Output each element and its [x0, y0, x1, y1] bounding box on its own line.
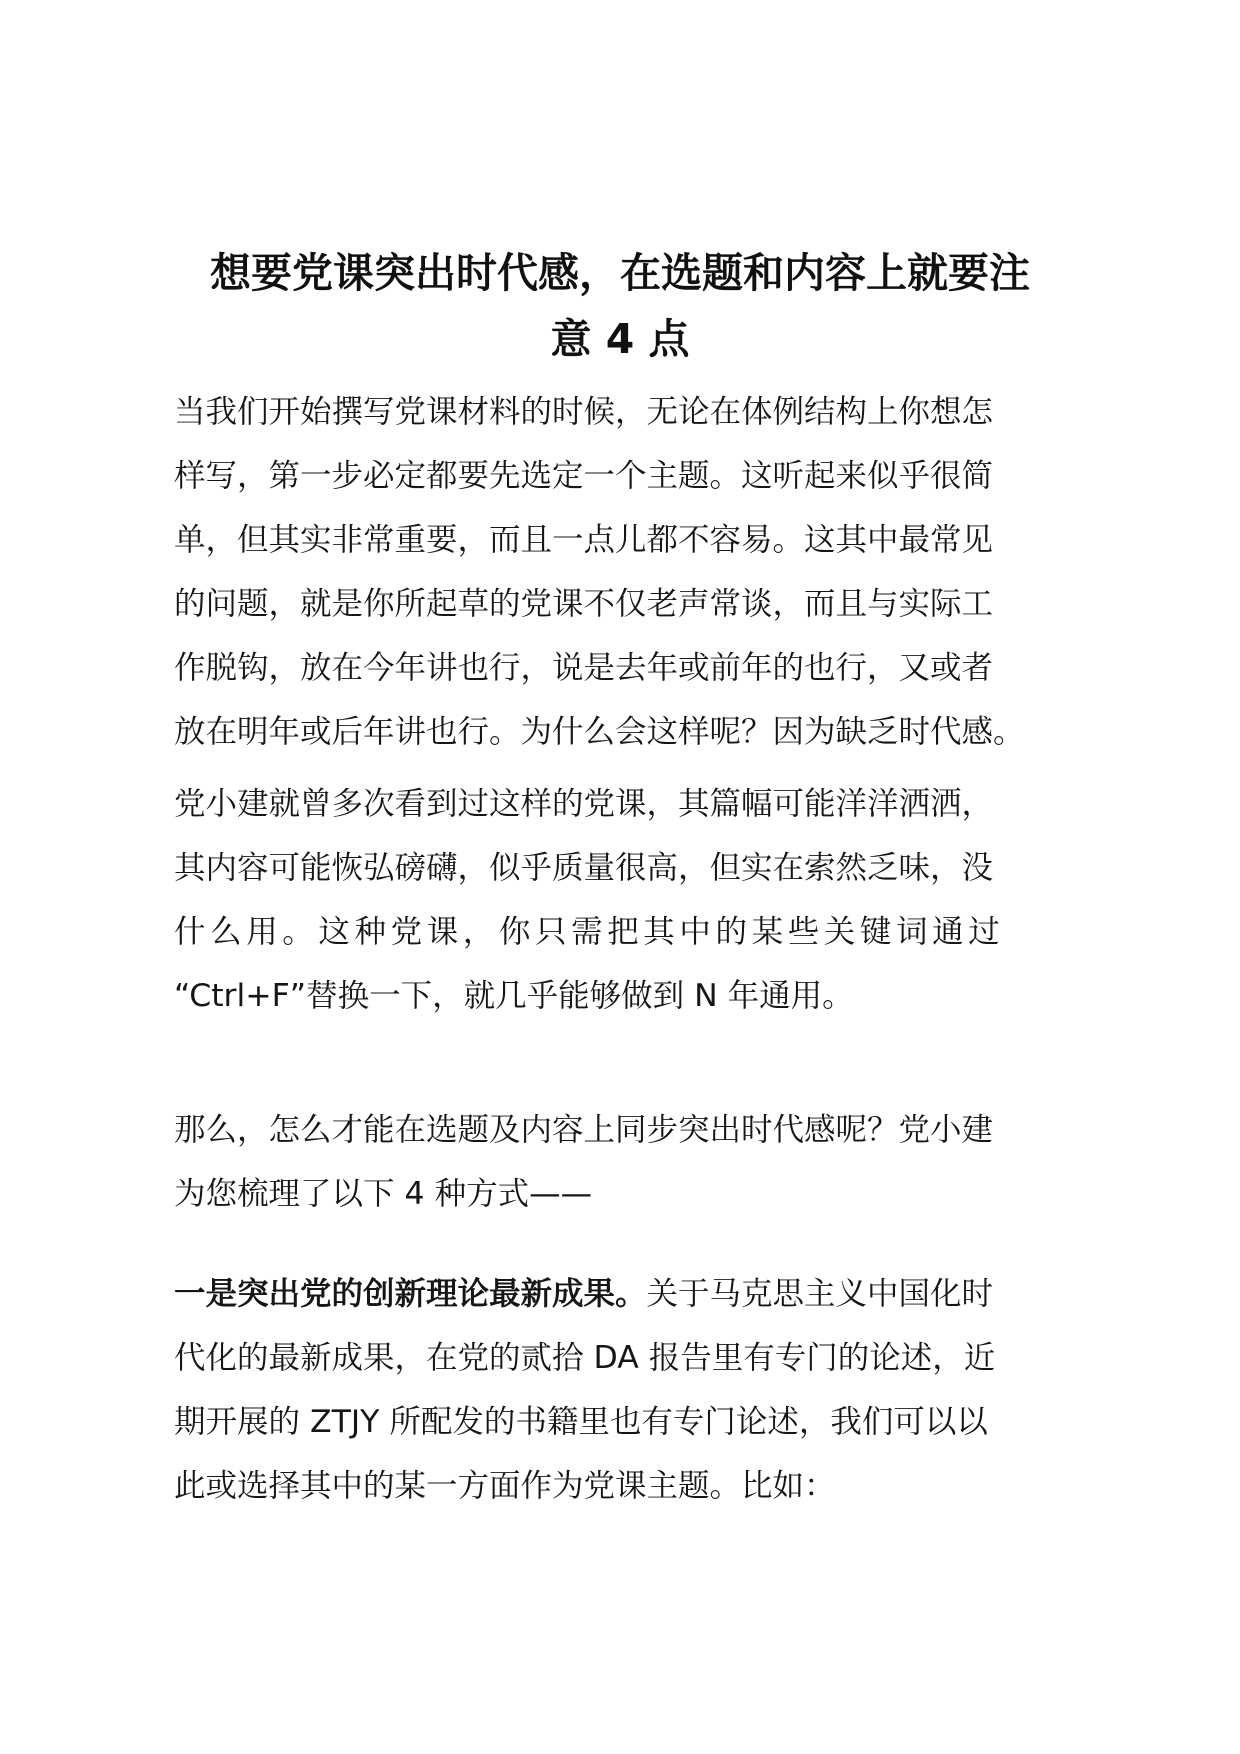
paragraph-line: 此或选择其中的某一方面作为党课主题。比如： [174, 1468, 836, 1504]
paragraph-line: 党小建就曾多次看到过这样的党课，其篇幅可能洋洋洒洒， [174, 786, 994, 822]
paragraph-line: 为您梳理了以下 4 种方式—— [174, 1176, 593, 1212]
paragraph-line: 的问题，就是你所起草的党课不仅老声常谈，而且与实际工 [174, 586, 994, 622]
paragraph-line [174, 1262, 1080, 1326]
paragraph-line: 什么用。这种党课，你只需把其中的某些关键词通过 [174, 914, 1005, 950]
paragraph-line: 样写，第一步必定都要先选定一个主题。这听起来似乎很简 [174, 458, 994, 494]
paragraph-line: 当我们开始撰写党课材料的时候，无论在体例结构上你想怎 [174, 394, 994, 430]
paragraph-point-one [174, 1262, 1080, 1518]
paragraph-line: 作脱钩，放在今年讲也行，说是去年或前年的也行，又或者 [174, 650, 994, 686]
paragraph-line: 那么，怎么才能在选题及内容上同步突出时代感呢？党小建 [174, 1112, 994, 1148]
paragraph-question [174, 1098, 1080, 1226]
point-heading: 一是突出党的创新理论最新成果。 [174, 1276, 647, 1312]
paragraph-example [174, 772, 1080, 1028]
title-line: 意 4 点 [550, 315, 690, 363]
paragraph-line: 期开展的 ZTJY 所配发的书籍里也有专门论述，我们可以以 [174, 1404, 988, 1440]
title-line: 想要党课突出时代感，在选题和内容上就要注 [210, 249, 1030, 297]
paragraph-line: 放在明年或后年讲也行。为什么会这样呢？因为缺乏时代感。 [174, 714, 1025, 750]
paragraph-line: 代化的最新成果，在党的贰拾 DA 报告里有专门的论述，近 [174, 1340, 996, 1376]
paragraph-line: 单，但其实非常重要，而且一点儿都不容易。这其中最常见 [174, 522, 994, 558]
paragraph-intro [174, 380, 1080, 764]
paragraph-line: 其内容可能恢弘磅礴，似乎质量很高，但实在索然乏味，没 [174, 850, 994, 886]
document-title [150, 240, 1090, 372]
point-text: 关于马克思主义中国化时 [646, 1276, 994, 1312]
paragraph-line: “Ctrl+F”替换一下，就几乎能够做到 N 年通用。 [174, 978, 854, 1014]
